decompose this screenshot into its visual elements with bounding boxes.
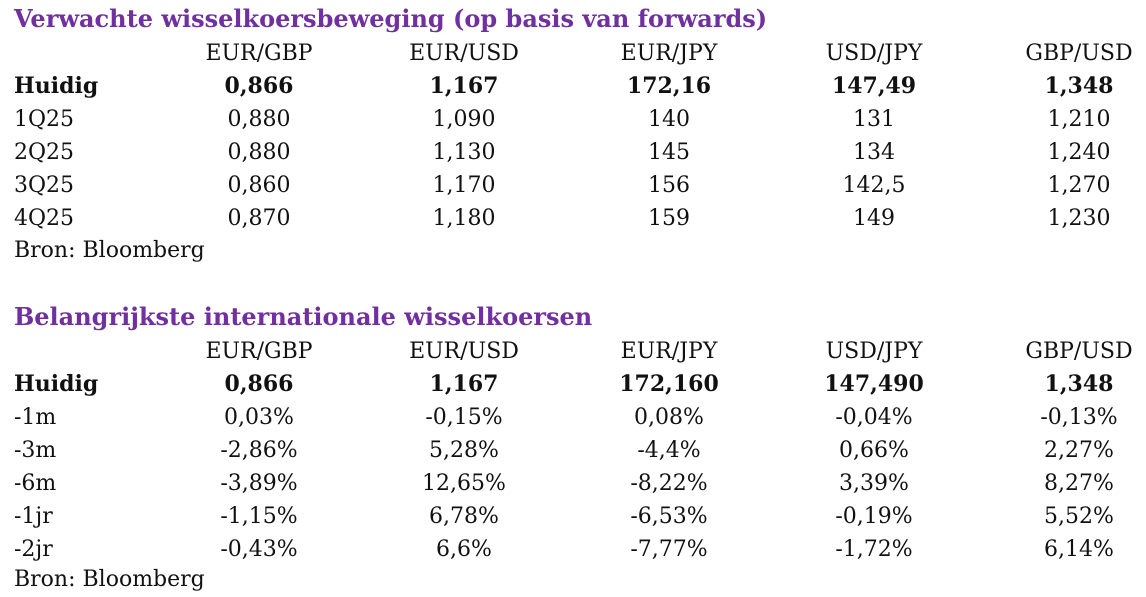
table-cell: 1,167 — [429, 73, 499, 99]
table-cell: 142,5 — [842, 173, 906, 198]
table-cell: 159 — [648, 206, 690, 231]
table-row — [0, 401, 1146, 434]
table-cell: 2,27% — [1044, 438, 1114, 463]
column-header: EUR/GBP — [205, 339, 313, 364]
source-note: Bron: Bloomberg — [14, 567, 205, 592]
table-cell: -0,19% — [835, 504, 913, 529]
table-cell: 0,880 — [227, 107, 291, 132]
table-cell: 1,167 — [429, 371, 499, 397]
row-label: Huidig — [14, 371, 99, 397]
row-label: 4Q25 — [14, 206, 75, 231]
table-cell: -0,04% — [835, 405, 913, 430]
table-cell: 147,49 — [831, 73, 917, 99]
table-row — [0, 169, 1146, 202]
column-header: EUR/JPY — [620, 41, 718, 66]
table-cell: 5,52% — [1044, 504, 1114, 529]
row-label: -3m — [14, 438, 57, 463]
table-cell: 8,27% — [1044, 471, 1114, 496]
table-cell: 1,230 — [1047, 206, 1111, 231]
table-row — [0, 368, 1146, 401]
section-title: Belangrijkste internationale wisselkoersen — [14, 302, 593, 331]
table-cell: 12,65% — [422, 471, 506, 496]
table-cell: 0,880 — [227, 140, 291, 165]
table-cell: 147,490 — [824, 371, 924, 397]
table-cell: 5,28% — [429, 438, 499, 463]
table-cell: 1,180 — [432, 206, 496, 231]
row-label: -2jr — [14, 537, 53, 562]
table-cell: 1,170 — [432, 173, 496, 198]
table-row — [0, 467, 1146, 500]
table-cell: 0,866 — [224, 73, 294, 99]
table-cell: 131 — [853, 107, 895, 132]
table-cell: 0,03% — [224, 405, 294, 430]
table-row — [0, 103, 1146, 136]
table-row — [0, 533, 1146, 566]
table-cell: -7,77% — [630, 537, 708, 562]
table-cell: 172,16 — [626, 73, 712, 99]
column-header: GBP/USD — [1025, 41, 1133, 66]
table-cell: -3,89% — [220, 471, 298, 496]
table-cell: 0,860 — [227, 173, 291, 198]
table-cell: 156 — [648, 173, 690, 198]
row-label: 3Q25 — [14, 173, 75, 198]
row-label: Huidig — [14, 73, 99, 99]
row-label: 2Q25 — [14, 140, 75, 165]
table-cell: -0,43% — [220, 537, 298, 562]
row-label: -6m — [14, 471, 57, 496]
column-header: EUR/USD — [409, 339, 519, 364]
table-cell: -1,72% — [835, 537, 913, 562]
table-cell: -1,15% — [220, 504, 298, 529]
table-cell: 145 — [648, 140, 690, 165]
table-cell: -8,22% — [630, 471, 708, 496]
table-row — [0, 136, 1146, 169]
table-cell: 1,090 — [432, 107, 496, 132]
table-cell: 134 — [853, 140, 895, 165]
column-header: EUR/JPY — [620, 339, 718, 364]
column-header: USD/JPY — [825, 41, 923, 66]
table-row — [0, 202, 1146, 235]
column-header: GBP/USD — [1025, 339, 1133, 364]
table-cell: -0,15% — [425, 405, 503, 430]
table-cell: 1,240 — [1047, 140, 1111, 165]
table-row — [0, 434, 1146, 467]
table-cell: 0,866 — [224, 371, 294, 397]
table-header-row — [0, 37, 1146, 70]
table-cell: -2,86% — [220, 438, 298, 463]
table-row — [0, 500, 1146, 533]
table-cell: 0,870 — [227, 206, 291, 231]
table-cell: 1,270 — [1047, 173, 1111, 198]
table-cell: 1,130 — [432, 140, 496, 165]
table-row — [0, 70, 1146, 103]
table-cell: 140 — [648, 107, 690, 132]
row-label: -1m — [14, 405, 57, 430]
table-cell: 3,39% — [839, 471, 909, 496]
column-header: EUR/GBP — [205, 41, 313, 66]
row-label: -1jr — [14, 504, 53, 529]
table-cell: 6,6% — [436, 537, 492, 562]
table-cell: 0,66% — [839, 438, 909, 463]
table-cell: 6,14% — [1044, 537, 1114, 562]
table-cell: 149 — [853, 206, 895, 231]
section-title: Verwachte wisselkoersbeweging (op basis van forwards) — [14, 4, 768, 33]
row-label: 1Q25 — [14, 107, 75, 132]
column-header: EUR/USD — [409, 41, 519, 66]
source-note: Bron: Bloomberg — [14, 238, 205, 263]
table-cell: 1,348 — [1044, 73, 1114, 99]
table-cell: -6,53% — [630, 504, 708, 529]
table-cell: 0,08% — [634, 405, 704, 430]
table-cell: 6,78% — [429, 504, 499, 529]
table-cell: 1,348 — [1044, 371, 1114, 397]
column-header: USD/JPY — [825, 339, 923, 364]
table-cell: 1,210 — [1047, 107, 1111, 132]
table-cell: -0,13% — [1040, 405, 1118, 430]
table-cell: 172,160 — [619, 371, 719, 397]
table-header-row — [0, 335, 1146, 368]
table-cell: -4,4% — [637, 438, 701, 463]
